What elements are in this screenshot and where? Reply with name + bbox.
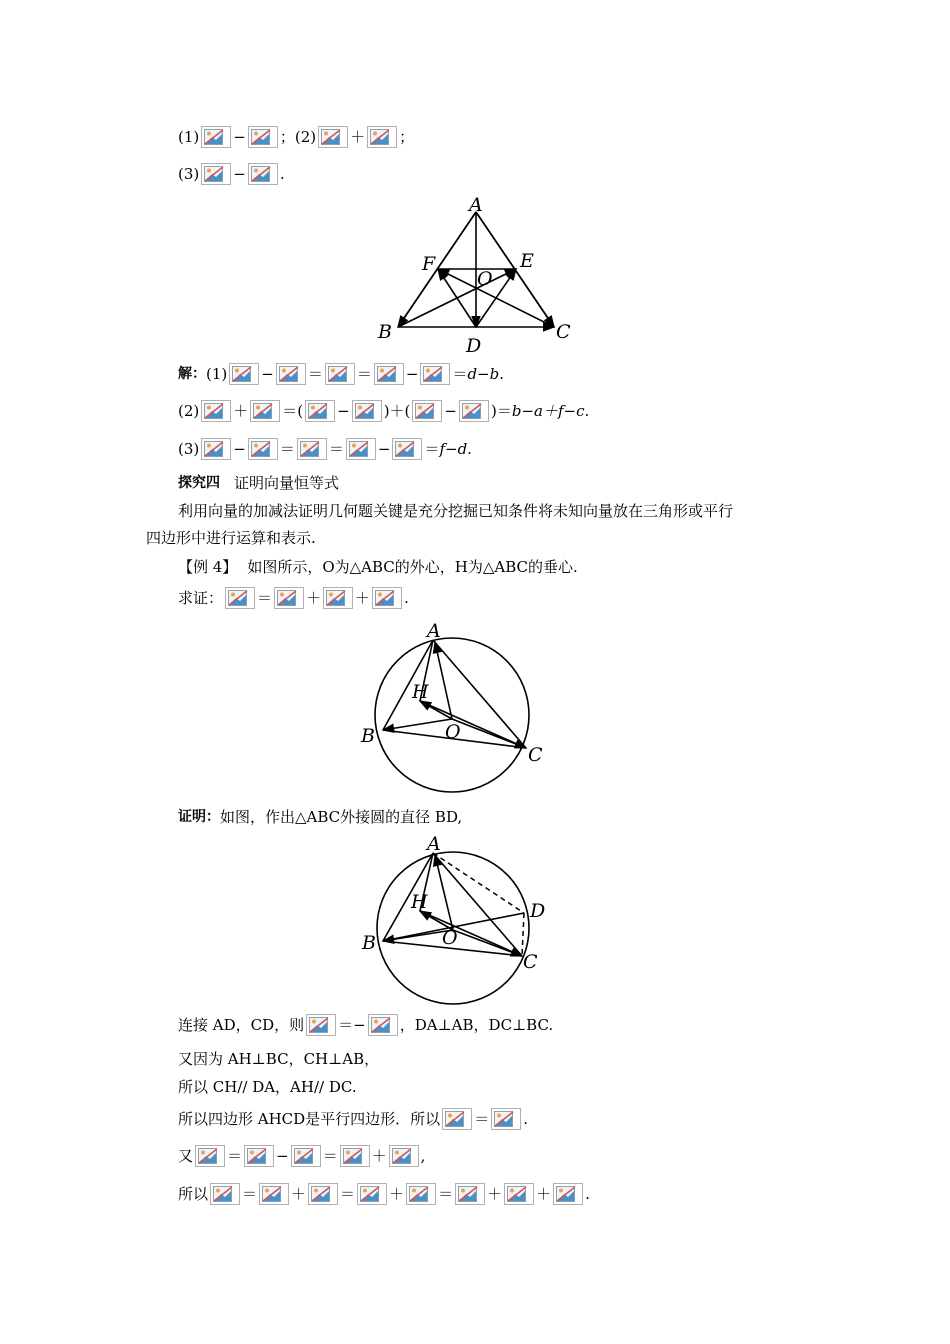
label-H: H [412, 681, 429, 703]
period: . [523, 1110, 528, 1128]
label-O: O [445, 721, 461, 743]
operator: − [444, 402, 457, 420]
proof-line-4 [178, 1108, 528, 1130]
vector-image [553, 1183, 583, 1205]
operator: ＝ [257, 589, 273, 607]
vector-image [201, 400, 231, 422]
label-C: C [523, 951, 538, 973]
label-O: O [477, 268, 493, 290]
text: 连接 AD，CD，则 [178, 1016, 305, 1034]
label-C: C [528, 744, 543, 766]
vector-image [442, 1108, 472, 1130]
vector-image [368, 1014, 398, 1036]
period: . [585, 1185, 590, 1203]
operator: ＝ [452, 365, 468, 383]
part-label: (2) [294, 128, 317, 146]
operator: − [377, 440, 391, 458]
proof-line-1 [178, 1014, 553, 1036]
operator: )＝ [491, 402, 512, 420]
vector-image [367, 126, 397, 148]
proof-label: 证明： [178, 809, 220, 825]
part-label: (3) [178, 165, 200, 183]
proof-line-6 [178, 1183, 590, 1205]
vector-image [306, 1014, 336, 1036]
operator: − [276, 1147, 289, 1165]
solution-line-3 [178, 438, 472, 460]
proof-line [178, 806, 462, 828]
solution-line-1 [178, 363, 504, 385]
vector-image [259, 1183, 289, 1205]
operator: ＋ [291, 1185, 307, 1203]
operator: ＋ [350, 128, 366, 146]
vector-image [504, 1183, 534, 1205]
text: 所以 [178, 1185, 209, 1203]
text: 又 [178, 1147, 194, 1165]
label-F: F [422, 253, 436, 275]
operator: )＋( [383, 402, 411, 420]
operator: ＋ [233, 402, 249, 420]
vector-image [201, 163, 231, 185]
result: b−a＋f−c. [511, 402, 590, 420]
operator: − [233, 128, 246, 146]
label-B: B [361, 725, 375, 747]
comma: , [420, 1147, 426, 1165]
operator: ＝ [322, 1147, 338, 1165]
vector-image [308, 1183, 338, 1205]
label-A: A [427, 620, 441, 642]
vector-image [305, 400, 335, 422]
example-text: 如图所示，O为△ABC的外心，H为△ABC的垂心. [247, 558, 578, 576]
section-para-1 [178, 500, 733, 522]
vector-image [491, 1108, 521, 1130]
vector-image [318, 126, 348, 148]
operator: ＝ [356, 365, 372, 383]
vector-image [459, 400, 489, 422]
period: . [279, 165, 285, 183]
vector-image [323, 587, 353, 609]
vector-image [276, 363, 306, 385]
label-B: B [362, 932, 376, 954]
circumcircle-figure [355, 618, 560, 798]
label-B: B [378, 321, 392, 343]
operator: ＝ [279, 440, 295, 458]
part-label: (3) [178, 440, 200, 458]
label-H: H [411, 891, 428, 913]
vector-image [201, 126, 231, 148]
vector-image [201, 438, 231, 460]
vector-image [455, 1183, 485, 1205]
label-A: A [469, 195, 483, 216]
operator: − [233, 165, 246, 183]
vector-image [297, 438, 327, 460]
text: 又因为 AH⊥BC，CH⊥AB， [178, 1050, 380, 1068]
vector-image [372, 587, 402, 609]
vector-image [248, 163, 278, 185]
example-label: 【例 4】 [178, 558, 238, 576]
proof-text: 如图，作出△ABC外接圆的直径 BD, [220, 808, 463, 826]
paragraph-text: 四边形中进行运算和表示. [146, 529, 316, 547]
proof-line-2 [178, 1048, 379, 1070]
solution-line-2 [178, 400, 589, 422]
separator: ； [399, 128, 415, 146]
operator: ＝ [438, 1185, 454, 1203]
circumcircle-diameter-figure [358, 833, 558, 1013]
vector-image [291, 1145, 321, 1167]
operator: − [233, 440, 246, 458]
vector-image [225, 587, 255, 609]
result: d−b. [467, 365, 504, 383]
section-heading [178, 472, 339, 494]
proof-line-3 [178, 1076, 357, 1098]
result: f−d. [439, 440, 472, 458]
vector-image [195, 1145, 225, 1167]
problem-line-2 [178, 163, 285, 185]
prove-label: 求证： [178, 589, 224, 607]
section-para-2 [146, 527, 316, 549]
separator: ； [279, 128, 295, 146]
operator: ＝( [282, 402, 304, 420]
vector-image [352, 400, 382, 422]
vector-image [244, 1145, 274, 1167]
operator: ＝ [307, 365, 323, 383]
text: ，DA⊥AB，DC⊥BC. [399, 1016, 554, 1034]
vector-image [374, 363, 404, 385]
vector-image [406, 1183, 436, 1205]
operator: ＋ [306, 589, 322, 607]
operator: − [261, 365, 274, 383]
operator: ＝ [227, 1147, 243, 1165]
section-title: 探究四 [178, 475, 220, 491]
vector-image [346, 438, 376, 460]
problem-line-1 [178, 126, 414, 148]
text: 所以 CH// DA，AH// DC. [178, 1078, 357, 1096]
operator: ＋ [371, 1147, 387, 1165]
section-subtitle: 证明向量恒等式 [234, 474, 340, 492]
part-label: (1) [206, 365, 228, 383]
label-A: A [427, 833, 441, 855]
vector-image [248, 438, 278, 460]
vector-image [229, 363, 259, 385]
part-label: (2) [178, 402, 200, 420]
operator: − [405, 365, 419, 383]
operator: ＋ [389, 1185, 405, 1203]
label-C: C [556, 321, 571, 343]
prove-line [178, 587, 409, 609]
label-E: E [520, 250, 534, 272]
operator: ＝ [242, 1185, 258, 1203]
operator: ＝− [338, 1016, 366, 1034]
label-O: O [442, 927, 458, 949]
solution-label: 解： [178, 366, 206, 382]
proof-line-5 [178, 1145, 425, 1167]
operator: ＝ [474, 1110, 490, 1128]
vector-image [248, 126, 278, 148]
paragraph-text: 利用向量的加减法证明几何题关键是充分挖掘已知条件将未知向量放在三角形或平行 [178, 502, 734, 520]
operator: ＝ [328, 440, 344, 458]
vector-image [389, 1145, 419, 1167]
operator: ＝ [424, 440, 440, 458]
label-D: D [466, 335, 482, 355]
operator: ＋ [487, 1185, 503, 1203]
operator: ＋ [355, 589, 371, 607]
operator: − [337, 402, 350, 420]
label-D: D [530, 900, 546, 922]
vector-image [412, 400, 442, 422]
part-label: (1) [178, 128, 200, 146]
vector-image [340, 1145, 370, 1167]
vector-image [357, 1183, 387, 1205]
vector-image [250, 400, 280, 422]
vector-image [392, 438, 422, 460]
example-4-line [178, 556, 578, 578]
triangle-figure [370, 195, 580, 355]
operator: ＋ [536, 1185, 552, 1203]
vector-image [420, 363, 450, 385]
vector-image [210, 1183, 240, 1205]
period: . [404, 589, 409, 607]
vector-image [325, 363, 355, 385]
operator: ＝ [340, 1185, 356, 1203]
vector-image [274, 587, 304, 609]
text: 所以四边形 AHCD是平行四边形．所以 [178, 1110, 441, 1128]
